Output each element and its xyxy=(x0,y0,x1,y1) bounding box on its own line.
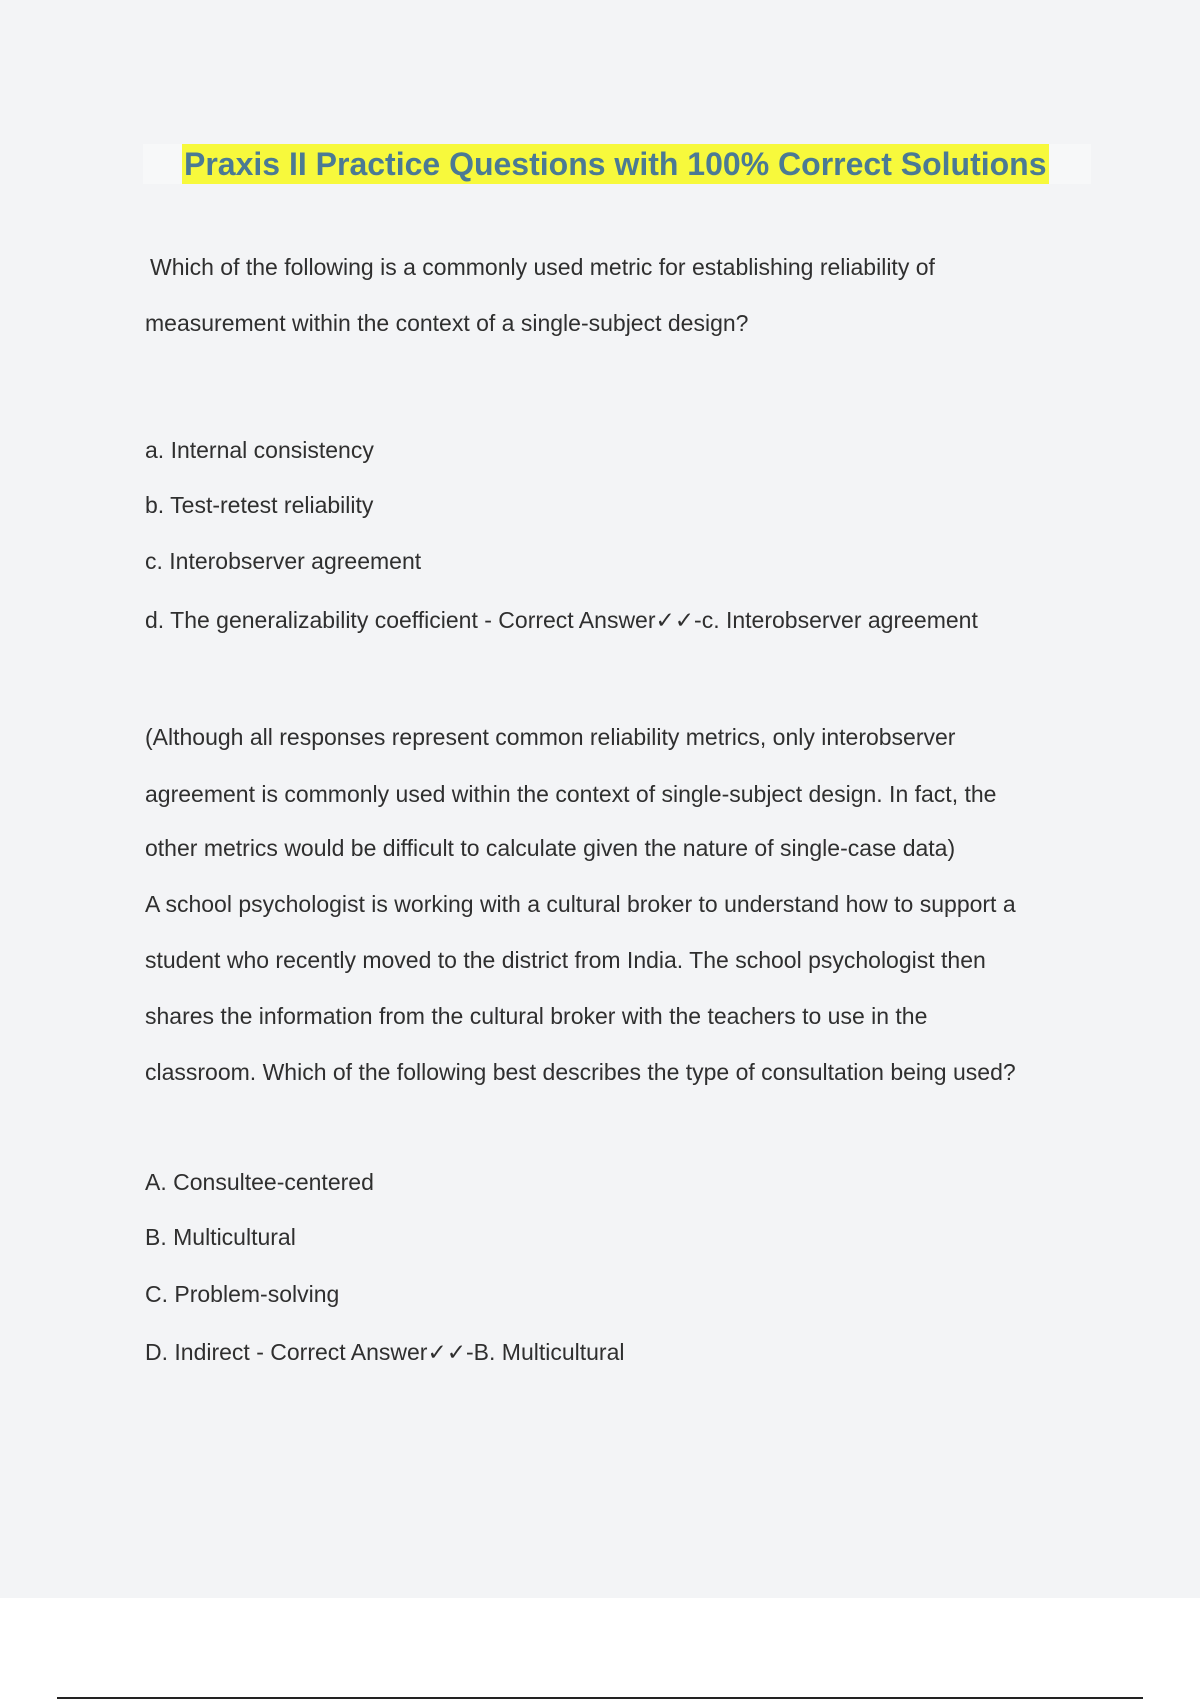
question-1-option-d-answer: d. The generalizability coefficient - Correct Answer✓✓-c. Interobserver agreement xyxy=(145,607,978,633)
question-2-stem-line-1: A school psychologist is working with a cultural broker to understand how to support a xyxy=(145,891,1016,917)
question-1-explanation-line-3: other metrics would be difficult to calculate given the nature of single-case data) xyxy=(145,835,956,861)
question-1-explanation-line-1: (Although all responses represent common reliability metrics, only interobserver xyxy=(145,724,956,750)
question-2-option-b: B. Multicultural xyxy=(145,1224,296,1250)
question-2-stem-line-4: classroom. Which of the following best describes the type of consultation being used? xyxy=(145,1059,1016,1085)
question-2-option-a: A. Consultee-centered xyxy=(145,1169,374,1195)
question-2-option-d-answer: D. Indirect - Correct Answer✓✓-B. Multicultural xyxy=(145,1339,625,1365)
question-2-stem-line-2: student who recently moved to the district from India. The school psychologist then xyxy=(145,947,986,973)
question-2-option-c: C. Problem-solving xyxy=(145,1281,340,1307)
question-1-option-b: b. Test-retest reliability xyxy=(145,492,374,518)
question-1-stem-line-2: measurement within the context of a single-subject design? xyxy=(145,310,749,336)
question-1-option-a: a. Internal consistency xyxy=(145,437,374,463)
question-1-stem-line-1: Which of the following is a commonly used metric for establishing reliability of xyxy=(150,254,935,280)
question-2-stem-line-3: shares the information from the cultural broker with the teachers to use in the xyxy=(145,1003,928,1029)
question-1-option-c: c. Interobserver agreement xyxy=(145,548,422,574)
document-title: Praxis II Practice Questions with 100% Correct Solutions xyxy=(184,146,1047,182)
bottom-divider xyxy=(57,1697,1143,1699)
question-1-explanation-line-2: agreement is commonly used within the context of single-subject design. In fact, the xyxy=(145,781,997,807)
